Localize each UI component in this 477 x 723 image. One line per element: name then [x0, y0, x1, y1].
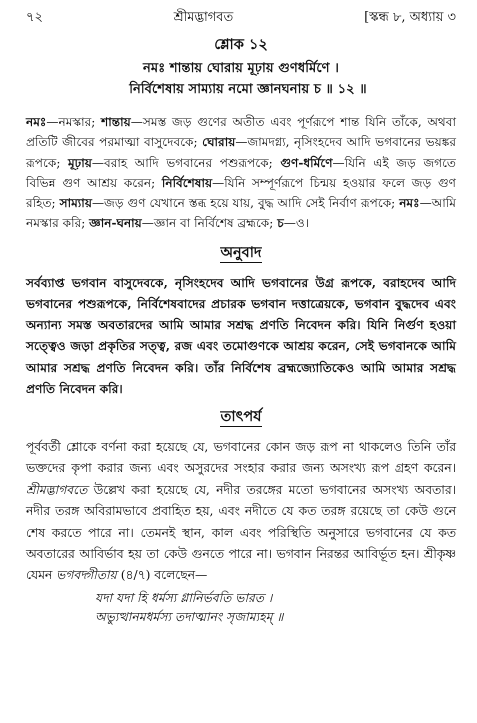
page	[26, 8, 456, 627]
quote-line-2: অভ্যুত্থানমধর্মস্য তদাত্মানং সৃজাম্যহম্ ॥	[95, 609, 284, 624]
term-meaning: —যিনি সম্পূর্ণরূপে চিন্ময় হওয়ার ফলে জড় গুণ রহিত;	[26, 175, 456, 211]
verse-line-1: নমঃ শান্তায় ঘোরায় মূঢ়ায় গুণধর্মিণে ।	[143, 61, 339, 76]
page-number: ৭২	[26, 10, 43, 25]
translation-heading	[26, 242, 456, 266]
purport-text: (৪/৭) বলেছেন—	[116, 568, 208, 583]
purport-text: উল্লেখ করা হয়েছে যে, নদীর তরঙ্গের মতো ভগবানের অসংখ্য অবতার। নদীর তরঙ্গ অবিরামভাবে প্রবাহিত হয়, এবং নদীতে যে কত তরঙ্গ রয়েছে তা কেউ গুনে শেষ করতে পারে না। তেমনই স্থান, কাল এবং পরিস্থিতি অনুসারে ভগবানের যে কত অবতারের আবির্ভাব হয় তা কেউ গুনতে পারে না। ভগবান নিরন্তর আবির্ভূত হন। শ্রীকৃষ্ণ যেমন	[26, 482, 456, 583]
term-meaning: —বরাহ আদি ভগবানের পশুরূপকে;	[91, 155, 281, 170]
book-title: শ্রীমদ্ভাগবত	[173, 10, 234, 25]
chapter-reference: [স্কন্ধ ৮, অধ্যায় ৩	[364, 10, 456, 25]
shloka-heading: শ্লোক ১২	[214, 36, 268, 53]
sanskrit-verse	[26, 58, 456, 100]
term-meaning: —জামদগ্ন্য, নৃসিংহদেব আদি ভগবানের ভয়ঙ্কর রূপকে;	[26, 135, 456, 170]
translation-heading-text: অনুবাদ	[220, 243, 262, 261]
term-meaning: —যিনি এই জড় জগতে বিভিন্ন গুণ আশ্রয় করেন;	[26, 155, 456, 190]
sanskrit-term: ঘোরায়	[202, 135, 236, 150]
sanskrit-term: নমঃ	[26, 115, 47, 129]
purport-heading-text: তাৎপর্য	[220, 408, 262, 425]
term-meaning: —জ্ঞান বা নির্বিশেষ ব্রহ্মকে;	[141, 216, 278, 231]
purport-heading	[26, 406, 456, 430]
running-header	[26, 8, 456, 28]
verse-line-2: নির্বিশেষায় সাম্যায় নমো জ্ঞানঘনায় চ ॥ ১২ ॥	[129, 82, 367, 97]
term-meaning: —ও।	[283, 216, 310, 231]
sanskrit-term: জ্ঞান-ঘনায়	[89, 216, 142, 231]
scripture-title: ভগবদ্গীতায়	[56, 568, 117, 583]
term-meaning: —জড় গুণ যেখানে স্তব্ধ হয়ে যায়, বুদ্ধ আদি সেই নির্বাণ রূপকে;	[91, 196, 400, 211]
sanskrit-term: শান্তায়	[101, 115, 131, 129]
purport-paragraph	[26, 437, 456, 587]
word-for-word-synonyms	[26, 112, 456, 234]
sanskrit-term: সাম্যায়	[59, 196, 92, 211]
sanskrit-term: মূঢ়ায়	[67, 155, 92, 170]
term-meaning: —আমি নমস্কার করি;	[26, 196, 456, 231]
term-meaning: —সমস্ত জড় গুণের অতীত এবং পূর্ণরূপে শান্ত যিনি তাঁকে, অথবা প্রতিটি জীবের পরমাত্মা বাসুদেবকে;	[26, 115, 456, 150]
scripture-title: শ্রীমদ্ভাগবতে	[26, 482, 88, 497]
sanskrit-term: গুণ-ধর্মিণে	[280, 155, 333, 170]
sanskrit-term: চ	[277, 216, 284, 231]
term-meaning: —নমস্কার;	[46, 115, 102, 129]
gita-quote	[26, 589, 456, 627]
sanskrit-term: নির্বিশেষায়	[161, 175, 213, 190]
translation-paragraph: সর্বব্যাপ্ত ভগবান বাসুদেবকে, নৃসিংহদেব আদি ভগবানের উগ্র রূপকে, বরাহদেব আদি ভগবানের পশুরূপকে, নির্বিশেষবাদের প্রচারক ভগবান দত্তাত্রেয়কে, ভগবান বুদ্ধদেব এবং অন্যান্য সমস্ত অবতারদের আমি আমার সশ্রদ্ধ প্রণতি নিবেদন করি। যিনি নির্গুণ হওয়া সত্ত্বেও জড়া প্রকৃতির সত্ত্ব, রজ এবং তমোগুণকে আশ্রয় করেন, সেই ভগবানকে আমি আমার সশ্রদ্ধ প্রণতি নিবেদন করি। তাঁর নির্বিশেষ ব্রহ্মজ্যোতিকেও আমি আমার সশ্রদ্ধ প্রণতি নিবেদন করি।	[26, 275, 456, 396]
sanskrit-term: নমঃ	[399, 196, 420, 211]
quote-line-1: যদা যদা হি ধর্মস্য গ্লানির্ভবতি ভারত ।	[95, 590, 273, 605]
purport-text: পূর্ববর্তী শ্লোকে বর্ণনা করা হয়েছে যে, ভগবানের কোন জড় রূপ না থাকলেও তিনি তাঁর ভক্তদের কৃপা করার জন্য এবং অসুরদের সংহার করার জন্য অসংখ্য রূপ গ্রহণ করেন।	[26, 440, 456, 476]
